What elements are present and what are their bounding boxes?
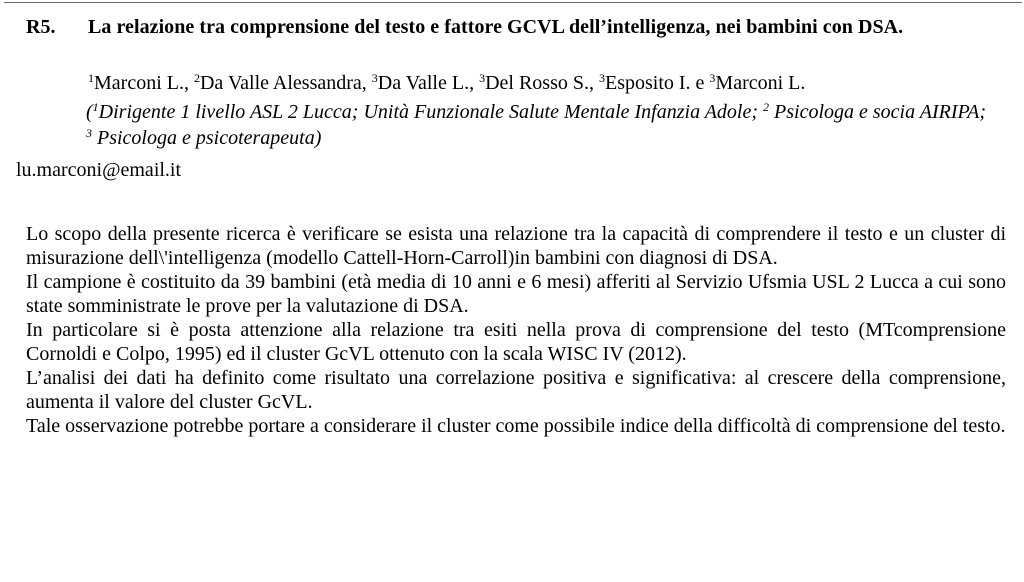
affiliation-text: Psicologa e socia AIRIPA; <box>769 101 987 123</box>
affiliation-open-paren: ( <box>86 101 93 123</box>
author <box>709 72 805 94</box>
author-list <box>88 71 1008 95</box>
body-paragraph: Il campione è costituito da 39 bambini (età media di 10 anni e 6 mesi) afferiti al Servizio Ufsmia USL 2 Lucca a cui sono state somministrate le prove per la valutazione di DSA. <box>26 271 1006 317</box>
affiliation-text: Dirigente 1 livello ASL 2 Lucca; Unità Funzionale Salute Mentale Infanzia Adole; <box>98 101 764 123</box>
author-name: Marconi L., <box>94 72 194 94</box>
author-name: Del Rosso S., <box>485 72 599 94</box>
affiliation-mark: 3 <box>86 126 92 140</box>
body-paragraph: L’analisi dei dati ha definito come risultato una correlazione positiva e significativa: al crescere della comprensione, aumenta il valore del cluster GcVL. <box>26 367 1006 413</box>
author <box>194 72 372 94</box>
author-affiliation-mark: 3 <box>371 71 378 85</box>
affiliation-mark: 2 <box>763 100 770 114</box>
body-paragraph: Lo scopo della presente ricerca è verificare se esista una relazione tra la capacità di comprendere il testo e un cluster di misurazione dell\'intelligenza (modello Cattell-Horn-Carroll)in bambini con diagnosi di DSA. <box>26 223 1006 269</box>
contact-email: lu.marconi@email.it <box>16 159 182 181</box>
abstract-code: R5. <box>26 16 56 38</box>
author-name: Esposito I. e <box>604 72 710 94</box>
author <box>88 72 194 94</box>
author <box>599 72 709 94</box>
author-name: Marconi L. <box>715 72 806 94</box>
body-paragraph: In particolare si è posta attenzione alla relazione tra esiti nella prova di comprensione del testo (MTcomprensione Cornoldi e Colpo, 1995) ed il cluster GcVL ottenuto con la scala WISC IV (2012). <box>26 319 1006 365</box>
author <box>479 72 599 94</box>
author-name: Da Valle Alessandra, <box>199 72 372 94</box>
author-name: Da Valle L., <box>377 72 480 94</box>
affiliations <box>86 99 996 151</box>
author-affiliation-mark: 3 <box>598 71 605 85</box>
top-rule <box>4 2 1022 3</box>
author-affiliation-mark: 2 <box>193 71 200 85</box>
affiliation-text: Psicologa e psicoterapeuta) <box>92 127 322 149</box>
author <box>372 72 479 94</box>
author-affiliation-mark: 3 <box>479 71 486 85</box>
author-affiliation-mark: 1 <box>88 71 94 85</box>
abstract-body <box>26 222 1006 438</box>
author-affiliation-mark: 3 <box>709 71 716 85</box>
affiliation-mark: 1 <box>92 100 99 114</box>
body-paragraph: Tale osservazione potrebbe portare a considerare il cluster come possibile indice della difficoltà di comprensione del testo. <box>26 415 1006 437</box>
abstract-title: La relazione tra comprensione del testo e fattore GCVL dell’intelligenza, nei bambini con DSA. <box>88 16 904 38</box>
